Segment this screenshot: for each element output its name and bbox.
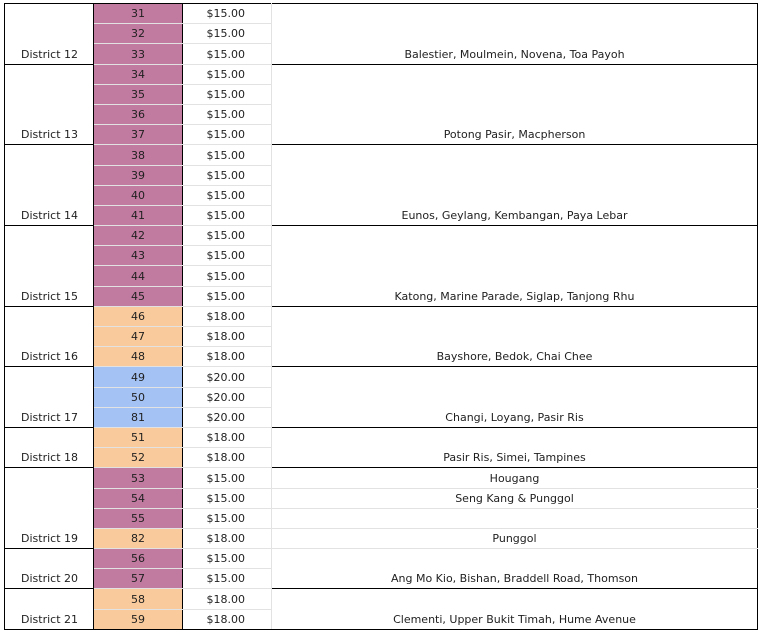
price-cell[interactable]: $18.00 (183, 448, 272, 468)
table-row (5, 488, 758, 508)
district-cell[interactable]: District 16 (5, 347, 94, 367)
district-cell[interactable] (5, 488, 94, 508)
postal-code-cell[interactable]: 37 (94, 125, 183, 145)
table-row (5, 24, 758, 44)
postal-code-cell[interactable]: 82 (94, 528, 183, 548)
postal-code-cell[interactable]: 32 (94, 24, 183, 44)
price-cell[interactable]: $15.00 (183, 145, 272, 165)
price-cell[interactable]: $15.00 (183, 488, 272, 508)
area-cell[interactable]: Pasir Ris, Simei, Tampines (272, 448, 758, 468)
area-cell[interactable]: Hougang (272, 468, 758, 488)
area-cell[interactable]: Changi, Loyang, Pasir Ris (272, 407, 758, 427)
price-cell[interactable]: $18.00 (183, 347, 272, 367)
district-cell[interactable] (5, 104, 94, 124)
district-cell[interactable]: District 18 (5, 448, 94, 468)
area-cell[interactable]: Balestier, Moulmein, Novena, Toa Payoh (272, 44, 758, 64)
table-row (5, 145, 758, 165)
area-cell[interactable] (272, 226, 758, 246)
postal-code-cell[interactable]: 36 (94, 104, 183, 124)
district-cell[interactable] (5, 549, 94, 569)
area-cell[interactable] (272, 185, 758, 205)
district-cell[interactable] (5, 226, 94, 246)
price-cell[interactable]: $15.00 (183, 64, 272, 84)
area-cell[interactable]: Katong, Marine Parade, Siglap, Tanjong Rhu (272, 286, 758, 306)
price-cell[interactable]: $18.00 (183, 427, 272, 447)
table-row (5, 64, 758, 84)
postal-code-cell[interactable]: 42 (94, 226, 183, 246)
district-cell[interactable]: District 14 (5, 205, 94, 225)
area-cell[interactable] (272, 145, 758, 165)
postal-code-cell[interactable]: 43 (94, 246, 183, 266)
table-row (5, 468, 758, 488)
postal-code-cell[interactable]: 54 (94, 488, 183, 508)
price-cell[interactable]: $15.00 (183, 569, 272, 589)
district-cell[interactable]: District 17 (5, 407, 94, 427)
postal-code-cell[interactable]: 33 (94, 44, 183, 64)
table-row (5, 367, 758, 387)
area-cell[interactable] (272, 367, 758, 387)
district-cell[interactable] (5, 367, 94, 387)
area-cell[interactable] (272, 266, 758, 286)
postal-code-cell[interactable]: 35 (94, 84, 183, 104)
table-row (5, 387, 758, 407)
table-row (5, 528, 758, 548)
table-row (5, 609, 758, 629)
price-cell[interactable]: $18.00 (183, 589, 272, 609)
postal-code-cell[interactable]: 38 (94, 145, 183, 165)
table-row (5, 327, 758, 347)
table-row (5, 569, 758, 589)
table-row (5, 185, 758, 205)
price-cell[interactable]: $18.00 (183, 306, 272, 326)
table-row (5, 165, 758, 185)
area-cell[interactable] (272, 246, 758, 266)
district-cell[interactable]: District 15 (5, 286, 94, 306)
area-cell[interactable]: Ang Mo Kio, Bishan, Braddell Road, Thomson (272, 569, 758, 589)
table-row (5, 125, 758, 145)
price-cell[interactable]: $15.00 (183, 266, 272, 286)
postal-code-cell[interactable]: 55 (94, 508, 183, 528)
district-cell[interactable] (5, 246, 94, 266)
table-row (5, 347, 758, 367)
district-cell[interactable] (5, 4, 94, 24)
table-row (5, 266, 758, 286)
price-cell[interactable]: $15.00 (183, 468, 272, 488)
district-cell[interactable] (5, 145, 94, 165)
district-cell[interactable] (5, 24, 94, 44)
table-row (5, 44, 758, 64)
price-cell[interactable]: $15.00 (183, 24, 272, 44)
area-cell[interactable] (272, 508, 758, 528)
table-row (5, 508, 758, 528)
table-row (5, 448, 758, 468)
district-table (4, 3, 758, 630)
price-cell[interactable]: $20.00 (183, 387, 272, 407)
postal-code-cell[interactable]: 51 (94, 427, 183, 447)
table-row (5, 407, 758, 427)
area-cell[interactable]: Seng Kang & Punggol (272, 488, 758, 508)
area-cell[interactable] (272, 24, 758, 44)
district-cell[interactable] (5, 468, 94, 488)
postal-code-cell[interactable]: 41 (94, 205, 183, 225)
table-row (5, 205, 758, 225)
price-cell[interactable]: $18.00 (183, 609, 272, 629)
district-cell[interactable] (5, 64, 94, 84)
table-row (5, 246, 758, 266)
postal-code-cell[interactable]: 46 (94, 306, 183, 326)
area-cell[interactable] (272, 64, 758, 84)
table-row (5, 306, 758, 326)
price-cell[interactable]: $20.00 (183, 367, 272, 387)
postal-code-cell[interactable]: 45 (94, 286, 183, 306)
price-cell[interactable]: $15.00 (183, 165, 272, 185)
postal-code-cell[interactable]: 59 (94, 609, 183, 629)
price-cell[interactable]: $15.00 (183, 226, 272, 246)
price-cell[interactable]: $15.00 (183, 104, 272, 124)
area-cell[interactable] (272, 306, 758, 326)
price-cell[interactable]: $18.00 (183, 327, 272, 347)
postal-code-cell[interactable]: 47 (94, 327, 183, 347)
postal-code-cell[interactable]: 48 (94, 347, 183, 367)
price-cell[interactable]: $15.00 (183, 549, 272, 569)
area-cell[interactable] (272, 104, 758, 124)
price-cell[interactable]: $15.00 (183, 205, 272, 225)
postal-code-cell[interactable]: 53 (94, 468, 183, 488)
table-body (5, 4, 758, 630)
area-cell[interactable] (272, 84, 758, 104)
area-cell[interactable]: Punggol (272, 528, 758, 548)
district-cell[interactable]: District 21 (5, 609, 94, 629)
area-cell[interactable] (272, 549, 758, 569)
area-cell[interactable] (272, 327, 758, 347)
postal-code-cell[interactable]: 50 (94, 387, 183, 407)
district-cell[interactable] (5, 327, 94, 347)
district-cell[interactable] (5, 165, 94, 185)
price-cell[interactable]: $20.00 (183, 407, 272, 427)
postal-code-cell[interactable]: 58 (94, 589, 183, 609)
table-row (5, 4, 758, 24)
area-cell[interactable] (272, 427, 758, 447)
table-row (5, 549, 758, 569)
postal-code-cell[interactable]: 44 (94, 266, 183, 286)
price-cell[interactable]: $15.00 (183, 44, 272, 64)
price-cell[interactable]: $15.00 (183, 185, 272, 205)
area-cell[interactable] (272, 387, 758, 407)
price-cell[interactable]: $15.00 (183, 286, 272, 306)
postal-code-cell[interactable]: 81 (94, 407, 183, 427)
district-cell[interactable] (5, 427, 94, 447)
postal-code-cell[interactable]: 56 (94, 549, 183, 569)
postal-code-cell[interactable]: 40 (94, 185, 183, 205)
area-cell[interactable] (272, 589, 758, 609)
district-cell[interactable]: District 20 (5, 569, 94, 589)
district-cell[interactable]: District 13 (5, 125, 94, 145)
area-cell[interactable]: Clementi, Upper Bukit Timah, Hume Avenue (272, 609, 758, 629)
postal-code-cell[interactable]: 39 (94, 165, 183, 185)
table-row (5, 286, 758, 306)
area-cell[interactable]: Potong Pasir, Macpherson (272, 125, 758, 145)
price-cell[interactable]: $15.00 (183, 246, 272, 266)
price-cell[interactable]: $15.00 (183, 125, 272, 145)
district-cell[interactable] (5, 387, 94, 407)
district-cell[interactable] (5, 266, 94, 286)
table-row (5, 104, 758, 124)
district-cell[interactable] (5, 185, 94, 205)
area-cell[interactable]: Eunos, Geylang, Kembangan, Paya Lebar (272, 205, 758, 225)
price-cell[interactable]: $15.00 (183, 508, 272, 528)
postal-code-cell[interactable]: 49 (94, 367, 183, 387)
district-cell[interactable] (5, 84, 94, 104)
district-cell[interactable] (5, 589, 94, 609)
postal-code-cell[interactable]: 34 (94, 64, 183, 84)
area-cell[interactable]: Bayshore, Bedok, Chai Chee (272, 347, 758, 367)
district-cell[interactable] (5, 508, 94, 528)
table-row (5, 589, 758, 609)
table-row (5, 427, 758, 447)
district-cell[interactable]: District 12 (5, 44, 94, 64)
table-row (5, 226, 758, 246)
district-cell[interactable] (5, 306, 94, 326)
postal-code-cell[interactable]: 31 (94, 4, 183, 24)
area-cell[interactable] (272, 165, 758, 185)
district-cell[interactable]: District 19 (5, 528, 94, 548)
price-cell[interactable]: $15.00 (183, 84, 272, 104)
postal-code-cell[interactable]: 57 (94, 569, 183, 589)
table-row (5, 84, 758, 104)
area-cell[interactable] (272, 4, 758, 24)
price-cell[interactable]: $15.00 (183, 4, 272, 24)
price-cell[interactable]: $18.00 (183, 528, 272, 548)
postal-code-cell[interactable]: 52 (94, 448, 183, 468)
